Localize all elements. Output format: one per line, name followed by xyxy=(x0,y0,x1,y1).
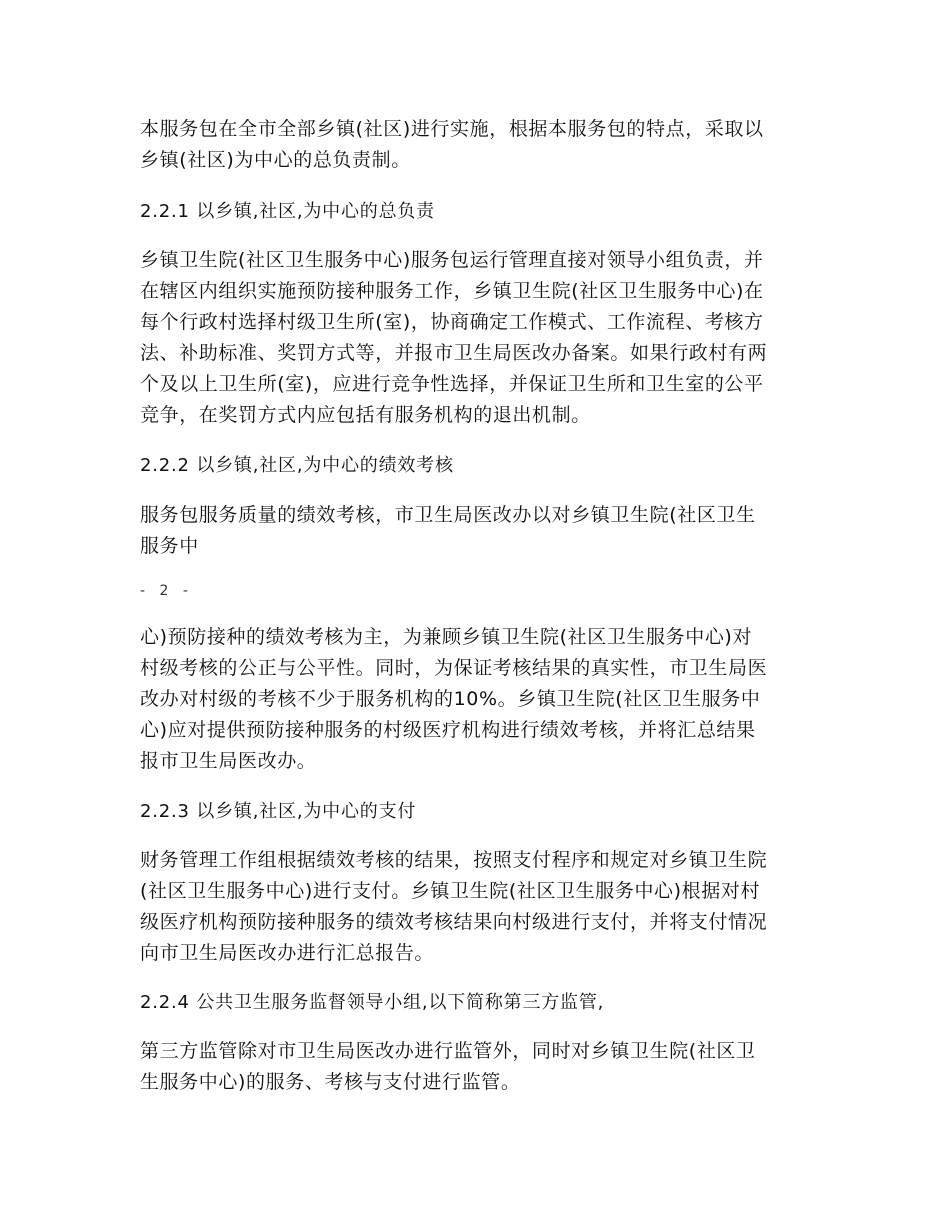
paragraph-third-party-supervision: 第三方监管除对市卫生局医改办进行监管外，同时对乡镇卫生院(社区卫 生服务中心)的服务、考核与支付进行监管。 xyxy=(140,1040,756,1093)
paragraph-township-responsibility: 乡镇卫生院(社区卫生服务中心)服务包运行管理直接对领导小组负责，并 在辖区内组织实施预防接种服务工作，乡镇卫生院(社区卫生服务中心)在 每个行政村选择村级卫生所(室)，协商确定工作模式、工作流程、考核方 法、补助标准、奖罚方式等，并报市卫生局医改办备案。如果行政村有两 个及以上卫生所(室)，应进行竞争性选择，并保证卫生所和卫生室的公平 竞争，在奖罚方式内应包括有服务机构的退出机制。 xyxy=(140,249,768,426)
section-heading-2-2-2: 2.2.2 以乡镇,社区,为中心的绩效考核 xyxy=(140,455,454,476)
section-heading-2-2-3: 2.2.3 以乡镇,社区,为中心的支付 xyxy=(140,801,417,822)
paragraph-performance-assessment-start: 服务包服务质量的绩效考核，市卫生局医改办以对乡镇卫生院(社区卫生 服务中 xyxy=(140,504,756,557)
paragraph-performance-assessment-continued: 心)预防接种的绩效考核为主，为兼顾乡镇卫生院(社区卫生服务中心)对 村级考核的公正与公平性。同时，为保证考核结果的真实性，市卫生局医 改办对村级的考核不少于服务机构的10%。乡镇卫生院(社区卫生服务中 心)应对提供预防接种服务的村级医疗机构进行绩效考核，并将汇总结果 报市卫生局医改办。 xyxy=(140,626,768,772)
section-heading-2-2-4: 2.2.4 公共卫生服务监督领导小组,以下简称第三方监管, xyxy=(140,992,605,1013)
section-heading-2-2-1: 2.2.1 以乡镇,社区,为中心的总负责 xyxy=(140,201,435,222)
page-number: - 2 - xyxy=(140,583,193,599)
paragraph-payment: 财务管理工作组根据绩效考核的结果，按照支付程序和规定对乡镇卫生院 (社区卫生服务中心)进行支付。乡镇卫生院(社区卫生服务中心)根据对村 级医疗机构预防接种服务的绩效考核结果向村级进行支付，并将支付情况 向市卫生局医改办进行汇总报告。 xyxy=(140,849,768,964)
paragraph-service-package-scope: 本服务包在全市全部乡镇(社区)进行实施，根据本服务包的特点，采取以 乡镇(社区)为中心的总负责制。 xyxy=(140,118,764,171)
